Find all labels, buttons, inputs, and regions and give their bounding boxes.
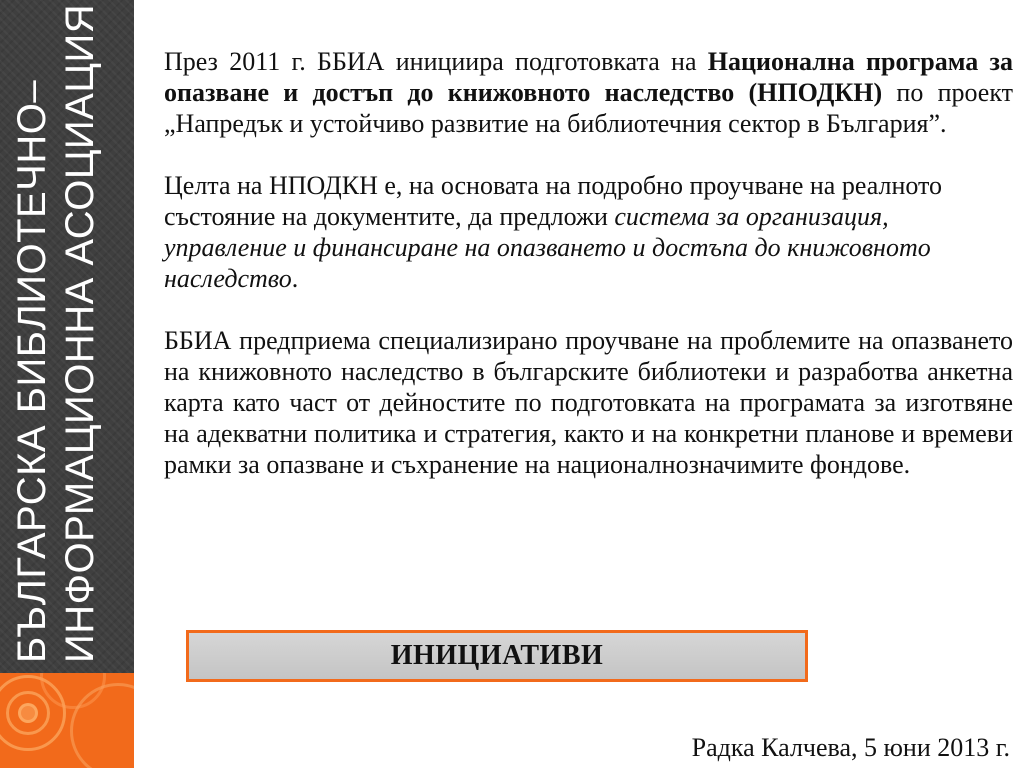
footer-author-date: Радка Калчева, 5 юни 2013 г. (691, 733, 1010, 762)
main-content (164, 46, 1013, 480)
paragraph-2 (164, 170, 1013, 294)
sidebar (0, 0, 134, 673)
sidebar-title (8, 3, 104, 663)
paragraph-1-text-start: През 2011 г. ББИА инициира подготовката на (164, 47, 708, 76)
paragraph-2-text-start: Целта на НПОДКН е, на основата на подробно проучване на реалното състояние на документите, да предложи (164, 171, 943, 231)
orange-decoration (0, 673, 134, 768)
paragraph-1 (164, 46, 1013, 139)
paragraph-2-text-end: . (291, 264, 299, 293)
sidebar-title-line2: ИНФОРМАЦИОННА АСОЦИАЦИЯ (58, 3, 102, 663)
initiatives-button[interactable]: ИНИЦИАТИВИ (186, 630, 808, 682)
program-goal: система за организация, управление и финансиране на опазването и достъпа до книжовното наследство (164, 202, 931, 293)
paragraph-1-text-end: по проект „Напредък и устойчиво развитие на библиотечния сектор в България”. (164, 78, 1014, 138)
program-title: Национална програма за опазване и достъп до книжовното наследство (НПОДКН) (164, 47, 1014, 107)
sidebar-title-line1: БЪЛГАРСКА БИБЛИОТЕЧНО– (10, 79, 54, 663)
paragraph-3: ББИА предприема специализирано проучване на проблемите на опазването на книжовното наследство в българските библиотеки и разработва анкетна карта като част от дейностите по подготовката на програмата за изготвяне на адекватни политика и стратегия, както и на конкретни планове и времеви рамки за опазване и съхранение на националнозначимите фондове. (164, 326, 1013, 479)
